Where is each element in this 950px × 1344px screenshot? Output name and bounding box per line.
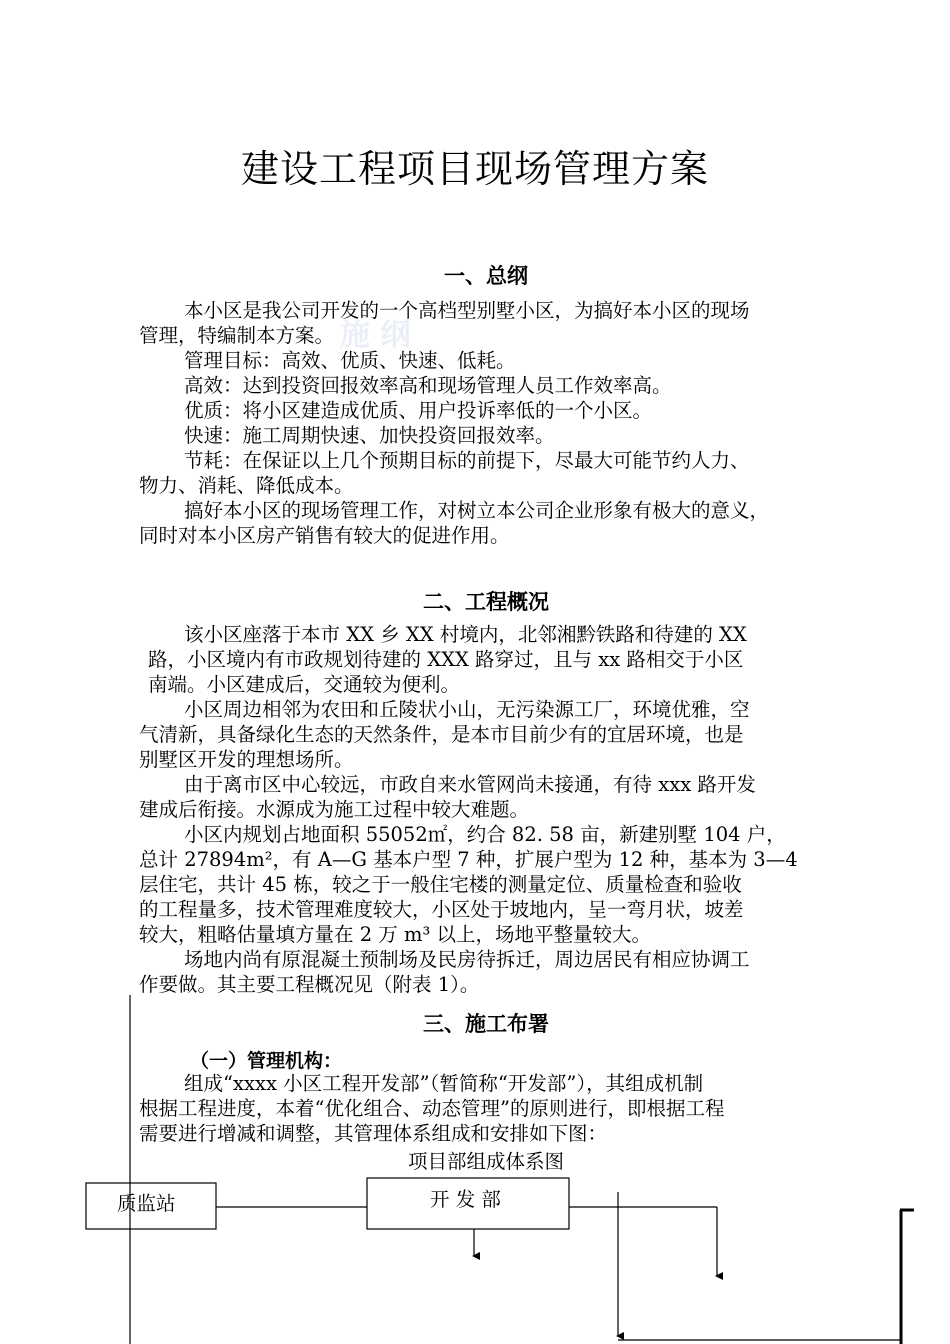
section-heading-overview: 二、工程概况	[423, 590, 549, 614]
paragraph-line: 南端。小区建成后，交通较为便利。	[148, 673, 461, 696]
paragraph-line: 小区周边相邻为农田和丘陵状小山，无污染源工厂，环境优雅，空	[184, 698, 750, 721]
watermark: 施 纲	[340, 318, 411, 353]
paragraph-line: 小区内规划占地面积 55052㎡，约合 82. 58 亩，新建别墅 104 户，	[184, 823, 786, 846]
paragraph-line: 别墅区开发的理想场所。	[139, 748, 354, 771]
paragraph-line: 建成后衔接。水源成为施工过程中较大难题。	[139, 798, 530, 821]
paragraph-line: 由于离市区中心较远，市政自来水管网尚未接通，有待 xxx 路开发	[184, 773, 756, 796]
paragraph-line: 本小区是我公司开发的一个高档型别墅小区，为搞好本小区的现场	[184, 299, 750, 322]
section-heading-deployment: 三、施工布署	[423, 1012, 549, 1036]
paragraph-line: 气清新，具备绿化生态的天然条件，是本市目前少有的宜居环境，也是	[139, 723, 744, 746]
paragraph-line: 层住宅，共计 45 栋，较之于一般住宅楼的测量定位、质量检查和验收	[139, 873, 742, 896]
paragraph-line: 搞好本小区的现场管理工作，对树立本公司企业形象有极大的意义，	[184, 499, 770, 522]
paragraph-line: 物力、消耗、降低成本。	[139, 474, 354, 497]
paragraph-line: 的工程量多，技术管理难度较大，小区处于坡地内，呈一弯月状，坡差	[139, 898, 744, 921]
paragraph-line: 路，小区境内有市政规划待建的 XXX 路穿过，且与 xx 路相交于小区	[148, 648, 744, 671]
paragraph-line: 同时对本小区房产销售有较大的促进作用。	[139, 524, 510, 547]
subsection-heading: （一）管理机构：	[190, 1050, 343, 1072]
quality-station-label: 质监站	[117, 1192, 176, 1215]
development-dept-label: 开 发 部	[430, 1188, 501, 1211]
paragraph-line: 较大，粗略估量填方量在 2 万 m³ 以上，场地平整量较大。	[139, 923, 652, 946]
paragraph-line: 需要进行增减和调整，其管理体系组成和安排如下图：	[139, 1122, 608, 1145]
paragraph-line: 管理目标：高效、优质、快速、低耗。	[184, 349, 516, 372]
document-title: 建设工程项目现场管理方案	[240, 147, 709, 191]
section-heading-general: 一、总纲	[444, 264, 528, 288]
paragraph-line: 场地内尚有原混凝土预制场及民房待拆迁，周边居民有相应协调工	[184, 948, 750, 971]
paragraph-line: 高效：达到投资回报效率高和现场管理人员工作效率高。	[184, 374, 672, 397]
paragraph-line: 组成“xxxx 小区工程开发部”（暂简称“开发部”），其组成机制	[184, 1072, 704, 1095]
paragraph-line: 快速：施工周期快速、加快投资回报效率。	[184, 424, 555, 447]
diagram-caption: 项目部组成体系图	[407, 1150, 564, 1173]
paragraph-line: 管理，特编制本方案。	[139, 324, 335, 347]
paragraph-line: 优质：将小区建造成优质、用户投诉率低的一个小区。	[184, 399, 653, 422]
paragraph-line: 作要做。其主要工程概况见（附表 1）。	[139, 973, 480, 996]
paragraph-line: 节耗：在保证以上几个预期目标的前提下，尽最大可能节约人力、	[184, 449, 750, 472]
paragraph-line: 根据工程进度，本着“优化组合、动态管理”的原则进行，即根据工程	[139, 1097, 725, 1120]
paragraph-line: 该小区座落于本市 XX 乡 XX 村境内，北邻湘黔铁路和待建的 XX	[184, 623, 747, 646]
paragraph-line: 总计 27894m²，有 A—G 基本户型 7 种，扩展户型为 12 种，基本为 3—4	[139, 848, 798, 871]
